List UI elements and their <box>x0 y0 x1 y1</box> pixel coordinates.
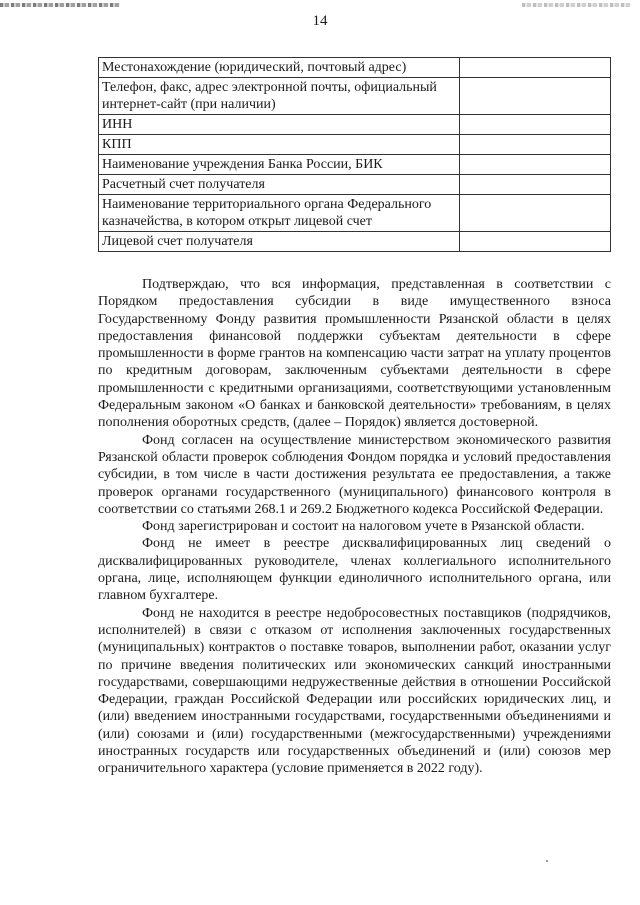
row-label: Наименование учреждения Банка России, БИК <box>99 155 460 175</box>
row-value <box>460 135 611 155</box>
row-value <box>460 58 611 78</box>
table-row <box>99 58 611 78</box>
scan-artifact <box>0 3 120 7</box>
row-value <box>460 78 611 115</box>
paragraph-consent-checks: Фонд согласен на осуществление министерством экономического развития Рязанской области проверок соблюдения Фондом порядка и условий предоставления субсидии, в том числе в части достижения результата ее предоставления, а также проверок органами государственного (муниципального) финансового контроля в соответствии со статьями 268.1 и 269.2 Бюджетного кодекса Российской Федерации. <box>98 432 611 517</box>
paragraph-confirmation: Подтверждаю, что вся информация, представленная в соответствии с Порядком предоставления субсидии в виде имущественного взноса Государственному Фонду развития промышленности Рязанской области в целях предоставления финансовой поддержки субъектам деятельности в сфере промышленности в форме грантов на компенсацию части затрат на уплату процентов по кредитным договорам, заключенным субъектами деятельности в сфере промышленности с кредитными организациями, соответствующими установленным Федеральным законом «О банках и банковской деятельности» требованиям, в целях пополнения оборотных средств, (далее – Порядок) является достоверной. <box>98 277 611 431</box>
paragraph-tax-registration: Фонд зарегистрирован и состоит на налоговом учете в Рязанской области. <box>142 519 585 535</box>
scan-speck <box>546 860 548 862</box>
row-label: Лицевой счет получателя <box>99 232 460 252</box>
scan-artifact <box>522 3 632 7</box>
row-label: Телефон, факс, адрес электронной почты, официальный интернет-сайт (при наличии) <box>99 78 460 115</box>
table-row <box>99 155 611 175</box>
table-row <box>99 175 611 195</box>
row-value <box>460 232 611 252</box>
table-row <box>99 195 611 232</box>
table-row <box>99 78 611 115</box>
table-row <box>99 115 611 135</box>
row-label: Расчетный счет получателя <box>99 175 460 195</box>
paragraph-unfair-suppliers: Фонд не находится в реестре недобросовестных поставщиков (подрядчиков, исполнителей) в связи с отказом от исполнения заключенных государственных (муниципальных) контрактов о поставке товаров, выполнении работ, оказании услуг по причине введения политических или экономических санкций иностранными государствами, совершающими недружественные действия в отношении Российской Федерации, граждан Российской Федерации или российских юридических лиц, и (или) введением иностранными государствами, государственными объединениями и (или) союзами и (или) государственными (межгосударственными) учреждениями иностранных государств или государственных объединений и (или) союзов мер ограничительного характера (условие применяется в 2022 году). <box>98 605 611 777</box>
requisites-table <box>98 57 611 252</box>
row-label: КПП <box>99 135 460 155</box>
declaration-text <box>98 276 611 778</box>
row-value <box>460 175 611 195</box>
row-value <box>460 195 611 232</box>
row-label: ИНН <box>99 115 460 135</box>
row-value <box>460 155 611 175</box>
table-row <box>99 232 611 252</box>
row-label: Местонахождение (юридический, почтовый адрес) <box>99 58 460 78</box>
paragraph-disqualified-registry: Фонд не имеет в реестре дисквалифицированных лиц сведений о дисквалифицированных руководителе, членах коллегиального исполнительного органа, лице, исполняющем функции единоличного исполнительного органа, или главном бухгалтере. <box>98 536 611 604</box>
row-label: Наименование территориального органа Федерального казначейства, в котором открыт лицевой счет <box>99 195 460 232</box>
table-row <box>99 135 611 155</box>
row-value <box>460 115 611 135</box>
page-number: 14 <box>312 13 328 29</box>
